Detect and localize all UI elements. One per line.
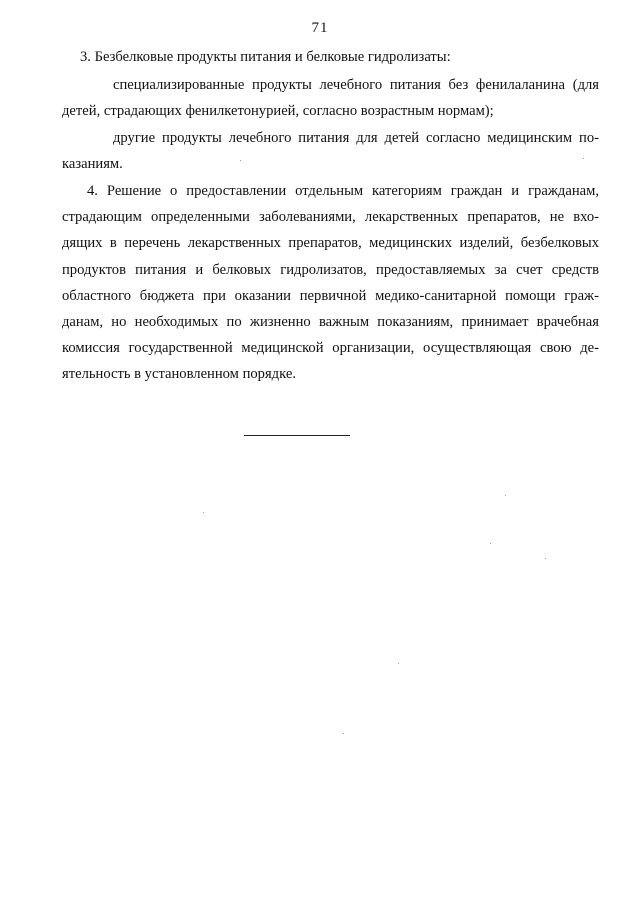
item-4-line-5: областного бюджета при оказании первичной медико-санитарной помощи граж-: [62, 288, 599, 304]
page-number: 71: [311, 20, 329, 36]
end-separator-line: [244, 435, 350, 436]
item-4-line-1: 4. Решение о предоставлении отдельным категориям граждан и гражданам,: [87, 183, 599, 199]
scan-speck: [240, 160, 241, 161]
scan-speck: [490, 543, 491, 544]
item-3-sub1-line-1: специализированные продукты лечебного питания без фенилаланина (для: [113, 77, 599, 93]
item-4-line-3: дящих в перечень лекарственных препаратов, медицинских изделий, безбелковых: [62, 235, 599, 251]
item-3-sub2-line-2: казаниям.: [62, 156, 123, 172]
scan-speck: [343, 733, 344, 734]
item-3-sub1-line-2: детей, страдающих фенилкетонурией, согласно возрастным нормам);: [62, 103, 494, 119]
scan-speck: [545, 558, 546, 559]
item-3-sub2-line-1: другие продукты лечебного питания для детей согласно медицинским по-: [113, 130, 599, 146]
scan-speck: [398, 663, 399, 664]
item-4-line-7: комиссия государственной медицинской организации, осуществляющая свою де-: [62, 340, 599, 356]
scan-speck: [505, 495, 506, 496]
item-3-heading: 3. Безбелковые продукты питания и белковые гидролизаты:: [80, 49, 451, 65]
item-4-line-8: ятельность в установленном порядке.: [62, 366, 296, 382]
item-4-line-6: данам, но необходимых по жизненно важным показаниям, принимает врачебная: [62, 314, 599, 330]
scan-speck: [203, 512, 204, 513]
scan-speck: [583, 158, 584, 159]
item-4-line-2: страдающим определенными заболеваниями, лекарственных препаратов, не вхо-: [62, 209, 599, 225]
item-4-line-4: продуктов питания и белковых гидролизатов, предоставляемых за счет средств: [62, 262, 599, 278]
